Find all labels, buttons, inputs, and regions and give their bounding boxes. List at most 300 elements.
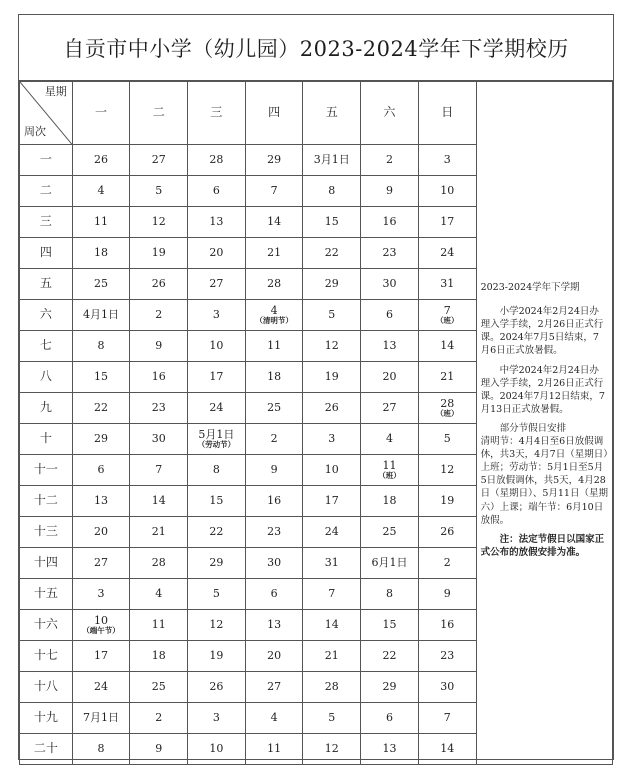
day-cell [130,331,188,362]
corner-cell [20,82,73,145]
week-number-cell: 八 [20,362,73,393]
date-label: 28 [440,396,455,410]
date-label: 17 [94,648,109,662]
date-label: 6 [385,307,393,321]
date-label: 18 [94,245,109,259]
day-cell [418,517,476,548]
day-cell [130,269,188,300]
date-label: 20 [94,524,109,538]
date-label: 23 [440,648,455,662]
date-label: 21 [324,648,339,662]
date-label: 12 [324,338,339,352]
date-label: 3 [212,710,220,724]
day-cell [130,424,188,455]
date-label: 27 [209,276,224,290]
day-cell [245,176,303,207]
date-label: 3 [97,586,105,600]
date-label: 8 [212,462,220,476]
day-cell [361,176,419,207]
day-cell [72,238,130,269]
day-cell [245,672,303,703]
day-cell [188,300,246,331]
date-label: 12 [440,462,455,476]
date-label: 28 [324,679,339,693]
day-cell [245,269,303,300]
day-cell [303,145,361,176]
day-cell [361,331,419,362]
date-label: 5 [328,710,336,724]
day-cell [188,238,246,269]
day-cell [130,145,188,176]
date-label: 12 [151,214,166,228]
date-label: 13 [382,741,397,755]
day-cell [361,145,419,176]
week-number-cell: 十一 [20,455,73,486]
corner-week-label: 周次 [24,125,46,139]
date-label: 12 [324,741,339,755]
date-label: 16 [151,369,166,383]
day-cell [130,393,188,424]
week-number-cell: 一 [20,145,73,176]
date-label: 26 [324,400,339,414]
date-label: 23 [382,245,397,259]
day-cell [361,424,419,455]
day-cell [188,424,246,455]
date-label: 30 [151,431,166,445]
date-label: 6 [97,462,105,476]
date-label: 24 [94,679,109,693]
day-cell [303,393,361,424]
date-label: 4 [97,183,105,197]
date-label: 26 [440,524,455,538]
date-label: 18 [382,493,397,507]
date-label: 29 [267,152,282,166]
date-label: 4 [270,303,278,317]
week-number-cell: 三 [20,207,73,238]
date-label: 8 [385,586,393,600]
date-label: 5 [443,431,451,445]
date-label: 7 [270,183,278,197]
holiday-note: （班） [378,471,401,481]
day-cell [418,362,476,393]
day-cell [130,517,188,548]
weekday-header-wed: 三 [188,82,246,145]
date-label: 2 [443,555,451,569]
date-label: 5 [155,183,163,197]
day-cell [361,579,419,610]
date-label: 14 [324,617,339,631]
date-label: 10 [209,741,224,755]
day-cell [130,703,188,734]
day-cell [361,393,419,424]
day-cell [418,300,476,331]
day-cell [72,424,130,455]
day-cell [72,672,130,703]
date-label: 16 [267,493,282,507]
holiday-note: （清明节） [255,316,293,326]
date-label: 13 [94,493,109,507]
day-cell [188,672,246,703]
date-label: 25 [267,400,282,414]
week-number-cell: 十九 [20,703,73,734]
day-cell [130,548,188,579]
day-cell [72,579,130,610]
weekday-header-mon: 一 [72,82,130,145]
week-number-cell: 二 [20,176,73,207]
date-label: 11 [151,617,166,631]
day-cell [303,486,361,517]
date-label: 30 [382,276,397,290]
day-cell [130,455,188,486]
day-cell [188,455,246,486]
day-cell [303,703,361,734]
day-cell [418,393,476,424]
day-cell [245,548,303,579]
day-cell [72,269,130,300]
day-cell [130,207,188,238]
date-label: 9 [443,586,451,600]
weekday-header-fri: 五 [303,82,361,145]
day-cell [188,517,246,548]
day-cell [188,548,246,579]
date-label: 30 [267,555,282,569]
date-label: 13 [209,214,224,228]
day-cell [303,176,361,207]
date-label: 24 [324,524,339,538]
day-cell [72,300,130,331]
date-label: 25 [382,524,397,538]
date-label: 30 [440,679,455,693]
day-cell [361,672,419,703]
day-cell [72,145,130,176]
date-label: 28 [267,276,282,290]
date-label: 6 [270,586,278,600]
date-label: 22 [382,648,397,662]
date-label: 19 [324,369,339,383]
day-cell [303,362,361,393]
holiday-note: （班） [435,409,459,419]
day-cell [130,641,188,672]
week-number-cell: 十三 [20,517,73,548]
date-label: 16 [382,214,397,228]
date-label: 16 [440,617,455,631]
day-cell [72,610,130,641]
day-cell [188,207,246,238]
day-cell [130,610,188,641]
day-cell [361,641,419,672]
weekday-header-tue: 二 [130,82,188,145]
day-cell [361,486,419,517]
day-cell [188,145,246,176]
date-label: 21 [151,524,166,538]
day-cell [188,176,246,207]
date-label: 4 [385,431,393,445]
day-cell [418,331,476,362]
day-cell [245,579,303,610]
week-number-cell: 四 [20,238,73,269]
date-label: 21 [440,369,455,383]
date-label: 2 [155,307,163,321]
day-cell [418,610,476,641]
day-cell [72,393,130,424]
date-label: 5 [328,307,336,321]
day-cell [303,579,361,610]
date-label: 3 [328,431,336,445]
date-label: 11 [267,741,282,755]
date-label: 6 [212,183,220,197]
date-label: 22 [324,245,339,259]
day-cell [245,207,303,238]
day-cell [245,393,303,424]
date-label: 23 [151,400,166,414]
day-cell [130,362,188,393]
day-cell [418,734,476,765]
week-number-cell: 七 [20,331,73,362]
date-label: 15 [324,214,339,228]
date-label: 5 [212,586,220,600]
calendar-frame [18,14,614,760]
day-cell [188,703,246,734]
day-cell [418,238,476,269]
date-label: 8 [328,183,336,197]
date-label: 14 [151,493,166,507]
date-label: 27 [94,555,109,569]
day-cell [72,548,130,579]
day-cell [418,548,476,579]
date-label: 29 [209,555,224,569]
day-cell [245,455,303,486]
day-cell [130,579,188,610]
day-cell [188,579,246,610]
date-label: 3月1日 [313,152,350,166]
date-label: 20 [209,245,224,259]
day-cell [418,424,476,455]
day-cell [130,734,188,765]
notes-primary: 小学2024年2月24日办理入学手续，2月26日正式行课。2024年7月5日结束，7月6日正式放暑假。 [480,306,604,357]
date-label: 20 [382,369,397,383]
date-label: 7 [155,462,163,476]
day-cell [418,672,476,703]
day-cell [303,207,361,238]
day-cell [188,486,246,517]
date-label: 14 [267,214,282,228]
day-cell [245,517,303,548]
date-label: 17 [324,493,339,507]
day-cell [188,362,246,393]
day-cell [130,238,188,269]
day-cell [303,455,361,486]
day-cell [188,393,246,424]
date-label: 13 [382,338,397,352]
day-cell [303,610,361,641]
date-label: 25 [151,679,166,693]
day-cell [303,672,361,703]
date-label: 27 [382,400,397,414]
day-cell [245,145,303,176]
date-label: 11 [382,458,397,472]
date-label: 4月1日 [83,307,120,321]
notes-holiday-heading: 部分节假日安排 [499,422,567,434]
date-label: 22 [94,400,109,414]
day-cell [72,331,130,362]
date-label: 23 [267,524,282,538]
day-cell [361,734,419,765]
calendar-table [19,81,613,765]
date-label: 14 [440,338,455,352]
date-label: 27 [151,152,166,166]
notes-middle: 中学2024年2月24日办理入学手续，2月26日正式行课。2024年7月12日结束，7月13日正式放暑假。 [480,364,605,415]
date-label: 9 [155,741,163,755]
day-cell [361,455,419,486]
day-cell [303,238,361,269]
week-number-cell: 十八 [20,672,73,703]
day-cell [418,145,476,176]
date-label: 2 [385,152,393,166]
header-row [20,82,613,145]
day-cell [130,672,188,703]
date-label: 9 [155,338,163,352]
date-label: 8 [97,338,105,352]
day-cell [418,641,476,672]
date-label: 14 [440,741,455,755]
week-number-cell: 十二 [20,486,73,517]
day-cell [245,734,303,765]
day-cell [188,269,246,300]
date-label: 11 [267,338,282,352]
notes-disclaimer: 注：法定节假日以国家正式公布的放假安排为准。 [480,533,605,558]
date-label: 18 [267,369,282,383]
day-cell [245,300,303,331]
date-label: 15 [382,617,397,631]
date-label: 3 [212,307,220,321]
date-label: 12 [209,617,224,631]
day-cell [418,176,476,207]
week-number-cell: 二十 [20,734,73,765]
day-cell [418,579,476,610]
day-cell [303,734,361,765]
weekday-header-sat: 六 [361,82,419,145]
day-cell [245,238,303,269]
day-cell [361,300,419,331]
day-cell [361,548,419,579]
date-label: 10 [94,613,109,627]
date-label: 9 [385,183,393,197]
day-cell [188,734,246,765]
day-cell [303,548,361,579]
date-label: 4 [270,710,278,724]
week-number-cell: 十六 [20,610,73,641]
day-cell [361,610,419,641]
day-cell [418,207,476,238]
day-cell [245,486,303,517]
date-label: 28 [151,555,166,569]
week-number-cell: 九 [20,393,73,424]
day-cell [418,269,476,300]
notes-panel [476,82,612,765]
day-cell [188,610,246,641]
date-label: 7 [443,710,451,724]
date-label: 27 [267,679,282,693]
week-number-cell: 十 [20,424,73,455]
week-number-cell: 六 [20,300,73,331]
date-label: 11 [94,214,109,228]
date-label: 15 [209,493,224,507]
date-label: 6 [385,710,393,724]
day-cell [245,424,303,455]
date-label: 31 [324,555,339,569]
date-label: 29 [94,431,109,445]
date-label: 10 [324,462,339,476]
day-cell [245,362,303,393]
date-label: 31 [440,276,455,290]
date-label: 26 [94,152,109,166]
weekday-header-sun: 日 [418,82,476,145]
date-label: 17 [209,369,224,383]
day-cell [72,517,130,548]
date-label: 29 [382,679,397,693]
notes-term-title: 2023-2024学年下学期 [480,281,580,293]
holiday-note: （劳动节） [197,440,236,450]
date-label: 18 [151,648,166,662]
day-cell [361,207,419,238]
date-label: 19 [151,245,166,259]
date-label: 5月1日 [198,427,235,441]
date-label: 25 [94,276,109,290]
date-label: 19 [440,493,455,507]
date-label: 15 [94,369,109,383]
date-label: 3 [443,152,451,166]
week-number-cell: 十五 [20,579,73,610]
date-label: 10 [209,338,224,352]
holiday-note: （端午节） [82,626,120,636]
day-cell [418,455,476,486]
date-label: 24 [209,400,224,414]
date-label: 26 [209,679,224,693]
day-cell [245,331,303,362]
day-cell [72,641,130,672]
day-cell [130,176,188,207]
date-label: 28 [209,152,224,166]
day-cell [130,300,188,331]
date-label: 26 [151,276,166,290]
date-label: 19 [209,648,224,662]
date-label: 9 [270,462,278,476]
day-cell [303,517,361,548]
notes-holiday-text: 清明节：4月4日至6日放假调休，共3天，4月7日（星期日）上班；劳动节：5月1日至5月5日放假调休，共5天，4月28日（星期日）、5月11日（星期六）上课；端午节：6月10日放假。 [480,436,608,526]
date-label: 4 [155,586,163,600]
date-label: 2 [270,431,278,445]
date-label: 2 [155,710,163,724]
date-label: 7月1日 [83,710,120,724]
weekday-header-thu: 四 [245,82,303,145]
week-number-cell: 十四 [20,548,73,579]
day-cell [245,703,303,734]
day-cell [418,486,476,517]
holiday-note: （班） [435,316,459,326]
day-cell [72,455,130,486]
day-cell [303,300,361,331]
day-cell [303,331,361,362]
day-cell [361,703,419,734]
day-cell [245,641,303,672]
day-cell [188,331,246,362]
day-cell [72,362,130,393]
day-cell [418,703,476,734]
date-label: 13 [267,617,282,631]
day-cell [188,641,246,672]
day-cell [361,269,419,300]
day-cell [303,641,361,672]
